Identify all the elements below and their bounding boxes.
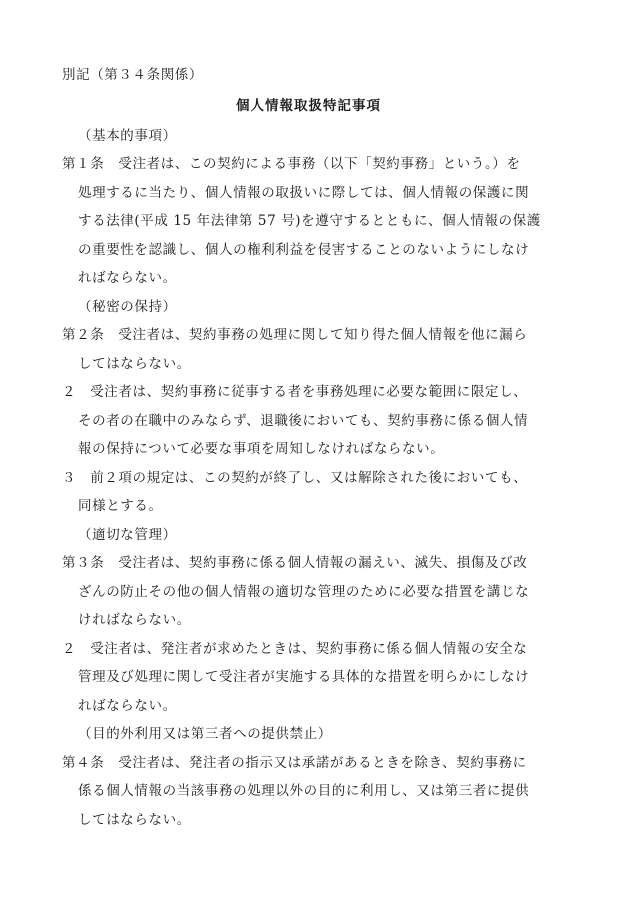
article-3-line-3: ければならない。 <box>78 612 191 628</box>
article-1-line-4: の重要性を認識し、個人の権利利益を侵害することのないようにしなけ <box>78 242 530 258</box>
article-4-line-2: 係る個人情報の当該事務の処理以外の目的に利用し、又は第三者に提供 <box>78 783 530 799</box>
article-2-para-2-line-2: その者の在職中のみならず、退職後においても、契約事務に係る個人情 <box>78 413 529 429</box>
article-2-para-3-line-2: 同様とする。 <box>78 498 163 514</box>
article-2-para-2-line-1: ２ 受注者は、契約事務に従事する者を事務処理に必要な範囲に限定し、 <box>62 384 528 400</box>
article-3-para-2-line-1: ２ 受注者は、発注者が求めたときは、契約事務に係る個人情報の安全な <box>62 641 528 657</box>
section-heading: （秘密の保持） <box>78 299 177 315</box>
section-heading: （目的外利用又は第三者への提供禁止） <box>78 726 332 742</box>
article-2-para-2-line-3: 報の保持について必要な事項を周知しなければならない。 <box>78 441 445 457</box>
article-3-para-2-line-3: ればならない。 <box>78 698 177 714</box>
article-2-para-3-line-1: ３ 前２項の規定は、この契約が終了し、又は解除された後においても、 <box>62 470 528 486</box>
document-title: 個人情報取扱特記事項 <box>236 98 381 114</box>
reference-note: 別記（第３４条関係） <box>62 67 203 83</box>
article-4-line-3: してはならない。 <box>78 812 191 828</box>
article-4-line-1: 第４条 受注者は、発注者の指示又は承諾があるときを除き、契約事務に <box>62 755 527 771</box>
article-2-line-2: してはならない。 <box>78 356 191 372</box>
article-3-line-2: ざんの防止その他の個人情報の適切な管理のために必要な措置を講じな <box>78 584 530 600</box>
article-1-line-3: する法律(平成 15 年法律第 57 号)を遵守するとともに、個人情報の保護 <box>78 213 541 229</box>
article-1-line-1: 第１条 受注者は、この契約による事務（以下「契約事務」という。）を <box>62 156 521 172</box>
article-3-para-2-line-2: 管理及び処理に関して受注者が実施する具体的な措置を明らかにしなけ <box>78 669 530 685</box>
article-2-line-1: 第２条 受注者は、契約事務の処理に関して知り得た個人情報を他に漏ら <box>62 327 528 343</box>
section-heading: （適切な管理） <box>78 527 177 543</box>
article-3-line-1: 第３条 受注者は、契約事務に係る個人情報の漏えい、滅失、損傷及び改 <box>62 555 528 571</box>
section-heading: （基本的事項） <box>78 128 177 144</box>
article-1-line-5: ればならない。 <box>78 270 177 286</box>
article-1-line-2: 処理するに当たり、個人情報の取扱いに際しては、個人情報の保護に関 <box>78 185 530 201</box>
